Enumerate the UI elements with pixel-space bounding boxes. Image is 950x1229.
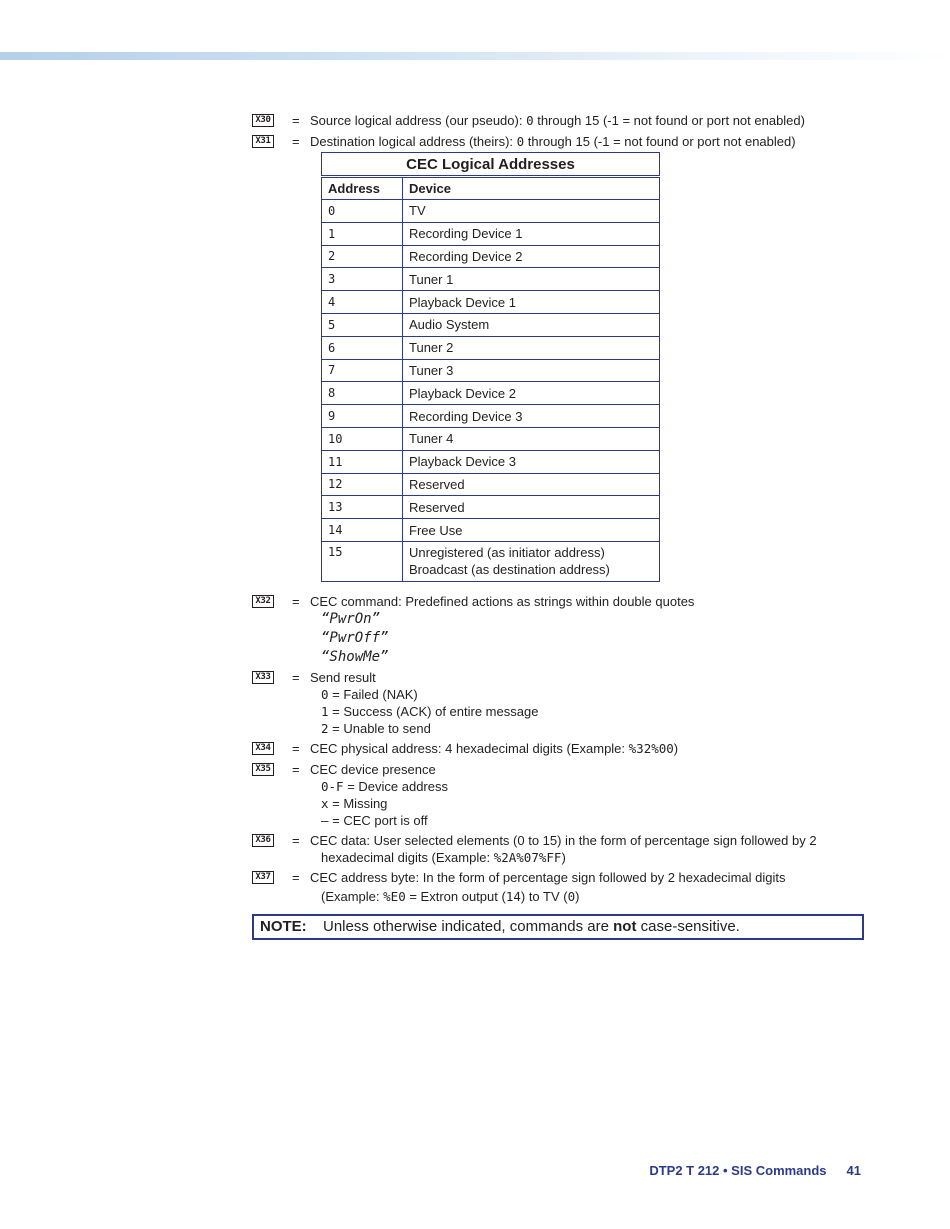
presence-code: – = CEC port is off	[321, 813, 428, 828]
table-row	[322, 359, 660, 382]
table-row	[322, 541, 660, 581]
device-cell: Playback Device 1	[403, 291, 660, 314]
table-row	[322, 382, 660, 405]
device-cell: Reserved	[403, 473, 660, 496]
param-x33-description: Send result	[310, 670, 376, 685]
device-cell: Tuner 2	[403, 336, 660, 359]
table-row	[322, 427, 660, 450]
equals-sign: =	[292, 762, 300, 777]
presence-code: 0-F = Device address	[321, 779, 448, 794]
result-code: 2 = Unable to send	[321, 721, 431, 736]
device-cell: Tuner 4	[403, 427, 660, 450]
param-tag-x37: X37	[252, 871, 274, 884]
table-row	[322, 245, 660, 268]
column-header-device: Device	[403, 177, 660, 200]
address-cell: 7	[322, 359, 403, 382]
param-tag-x35: X35	[252, 763, 274, 776]
address-cell: 15	[322, 541, 403, 581]
equals-sign: =	[292, 670, 300, 685]
param-tag-x36: X36	[252, 834, 274, 847]
note-label: NOTE:	[260, 918, 307, 935]
footer-title: DTP2 T 212 • SIS Commands	[649, 1163, 827, 1178]
table-row	[322, 519, 660, 542]
device-cell: Playback Device 3	[403, 450, 660, 473]
table-row	[322, 473, 660, 496]
param-tag-x32: X32	[252, 595, 274, 608]
table-row	[322, 313, 660, 336]
equals-sign: =	[292, 741, 300, 756]
table-row	[322, 291, 660, 314]
param-x32-description: CEC command: Predefined actions as strings within double quotes	[310, 594, 695, 609]
equals-sign: =	[292, 594, 300, 609]
table-row	[322, 450, 660, 473]
device-cell: TV	[403, 200, 660, 223]
address-cell: 13	[322, 496, 403, 519]
table-title: CEC Logical Addresses	[322, 153, 660, 177]
param-x35-description: CEC device presence	[310, 762, 436, 777]
note-text: Unless otherwise indicated, commands are not case-sensitive.	[323, 918, 740, 935]
device-cell: Tuner 3	[403, 359, 660, 382]
param-tag-x34: X34	[252, 742, 274, 755]
result-code: 0 = Failed (NAK)	[321, 687, 418, 702]
device-cell: Reserved	[403, 496, 660, 519]
page-footer	[649, 1163, 861, 1178]
param-tag-x30: X30	[252, 114, 274, 127]
table-row	[322, 336, 660, 359]
table-row	[322, 496, 660, 519]
table-row	[322, 222, 660, 245]
note-box	[252, 914, 864, 940]
address-cell: 2	[322, 245, 403, 268]
param-x36-description: CEC data: User selected elements (0 to 15) in the form of percentage sign followed by 2	[310, 833, 817, 848]
equals-sign: =	[292, 134, 300, 149]
param-x34-description: CEC physical address: 4 hexadecimal digits (Example: %32%00)	[310, 741, 679, 756]
page-number: 41	[846, 1163, 861, 1178]
address-cell: 11	[322, 450, 403, 473]
param-x30-description: Source logical address (our pseudo): 0 through 15 (-1 = not found or port not enabled)	[310, 113, 805, 128]
device-cell: Tuner 1	[403, 268, 660, 291]
command-string: “PwrOff”	[321, 630, 389, 646]
command-string: “PwrOn”	[321, 611, 381, 627]
address-cell: 4	[322, 291, 403, 314]
equals-sign: =	[292, 870, 300, 885]
address-cell: 14	[322, 519, 403, 542]
address-cell: 6	[322, 336, 403, 359]
device-cell: Recording Device 1	[403, 222, 660, 245]
param-x36-example: hexadecimal digits (Example: %2A%07%FF)	[321, 850, 566, 865]
presence-code: x = Missing	[321, 796, 388, 811]
result-code: 1 = Success (ACK) of entire message	[321, 704, 539, 719]
device-cell: Unregistered (as initiator address) Broadcast (as destination address)	[403, 541, 660, 581]
column-header-address: Address	[322, 177, 403, 200]
address-cell: 3	[322, 268, 403, 291]
table-row	[322, 405, 660, 428]
cec-logical-addresses-table	[321, 152, 660, 582]
equals-sign: =	[292, 833, 300, 848]
param-x37-description: CEC address byte: In the form of percentage sign followed by 2 hexadecimal digits	[310, 870, 786, 885]
address-cell: 0	[322, 200, 403, 223]
param-tag-x33: X33	[252, 671, 274, 684]
equals-sign: =	[292, 113, 300, 128]
device-cell: Recording Device 2	[403, 245, 660, 268]
header-gradient-bar	[0, 52, 950, 60]
device-cell: Audio System	[403, 313, 660, 336]
device-cell: Recording Device 3	[403, 405, 660, 428]
param-tag-x31: X31	[252, 135, 274, 148]
table-row	[322, 200, 660, 223]
address-cell: 8	[322, 382, 403, 405]
address-cell: 9	[322, 405, 403, 428]
address-cell: 10	[322, 427, 403, 450]
address-cell: 5	[322, 313, 403, 336]
table-row	[322, 268, 660, 291]
param-x31-description: Destination logical address (theirs): 0 through 15 (-1 = not found or port not enabled)	[310, 134, 796, 149]
param-x37-example: (Example: %E0 = Extron output (14) to TV (0)	[321, 889, 580, 904]
address-cell: 1	[322, 222, 403, 245]
device-cell: Free Use	[403, 519, 660, 542]
device-cell: Playback Device 2	[403, 382, 660, 405]
address-cell: 12	[322, 473, 403, 496]
command-string: “ShowMe”	[321, 649, 389, 665]
